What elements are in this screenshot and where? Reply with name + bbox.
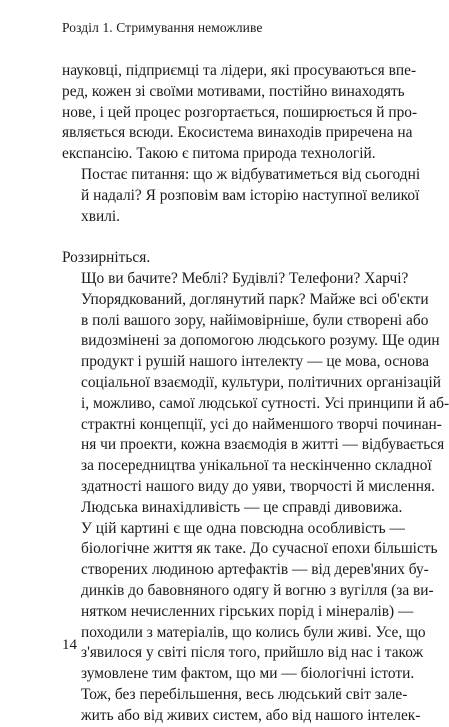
text-line: У цій картині є ще одна повсюдна особливість — — [81, 519, 405, 537]
text-line: за посередництва унікальної та нескінченно складної — [81, 457, 432, 475]
text-line: експансію. Такою є питома природа технологій. — [62, 145, 376, 163]
text-line: динків до бавовняного одягу й вогню з вугілля (за ви- — [81, 581, 434, 599]
text-line: біологічне життя як таке. До сучасної епохи більшість — [81, 540, 438, 558]
paragraph-gap — [62, 227, 398, 248]
paragraph — [62, 685, 421, 727]
text-line: видозмінені за допомогою людського розуму. Ще один — [81, 332, 440, 350]
text-line: Постає питання: що ж відбуватиметься від сьогодні — [81, 165, 421, 183]
text-line: і, можливо, самої людської сутності. Усі принципи й аб- — [81, 394, 449, 412]
running-head: Розділ 1. Стримування неможливе — [62, 20, 263, 35]
text-line: соціальної взаємодії, культури, політичних організацій — [81, 373, 441, 391]
text-line: й надалі? Я розповім вам історію наступної великої — [81, 186, 420, 204]
paragraph — [62, 269, 449, 519]
text-line: нятком нечисленних гірських порід і мінералів) — — [81, 602, 414, 620]
text-line: в полі вашого зору, найімовірніше, були створені або — [81, 311, 429, 329]
body-text — [62, 61, 449, 727]
text-line: походили з матеріалів, що колись були живі. Усе, що — [81, 623, 426, 641]
text-line: ня чи проекти, кожна взаємодія в житті — відбувається — [81, 436, 445, 454]
text-line: Роззирніться. — [62, 249, 151, 267]
text-line: нове, і цей процес розгортається, поширюється й про- — [62, 103, 418, 121]
paragraph — [62, 248, 398, 269]
paragraph — [62, 519, 438, 685]
page-number: 14 — [62, 637, 77, 653]
text-line: продукт і рушій нашого інтелекту — це мова, основа — [81, 353, 430, 371]
text-line: Людська винахідливість — це справді дивовижа. — [81, 498, 403, 516]
text-line: страктні концепції, усі до найменшого творчі починан- — [81, 415, 442, 433]
text-line: здатності нашого виду до уяви, творчості й мислення. — [81, 477, 435, 495]
text-line: Тож, без перебільшення, весь людський світ зале- — [81, 685, 408, 703]
text-line: жить або від живих систем, або від нашого інтелек- — [81, 706, 421, 724]
text-line: науковці, підприємці та лідери, які просуваються впе- — [62, 62, 417, 79]
paragraph — [62, 165, 421, 227]
text-line: ред, кожен зі своїми мотивами, постійно винаходять — [62, 82, 405, 100]
text-line: Упорядкований, доглянутий парк? Майже всі об'єкти — [81, 290, 429, 308]
text-line: створених людиною артефактів — від дерев'яних бу- — [81, 561, 429, 579]
text-line: хвилі. — [81, 207, 121, 225]
text-line: зумовлене тим фактом, що ми — біологічні істоти. — [81, 665, 415, 683]
paragraph — [62, 61, 418, 165]
text-line: Що ви бачите? Меблі? Будівлі? Телефони? Харчі? — [81, 269, 409, 287]
text-line: з'явилося у світі після того, прийшло від нас і також — [81, 644, 424, 662]
text-line: являється всюди. Екосистема винаходів приречена на — [62, 124, 413, 142]
